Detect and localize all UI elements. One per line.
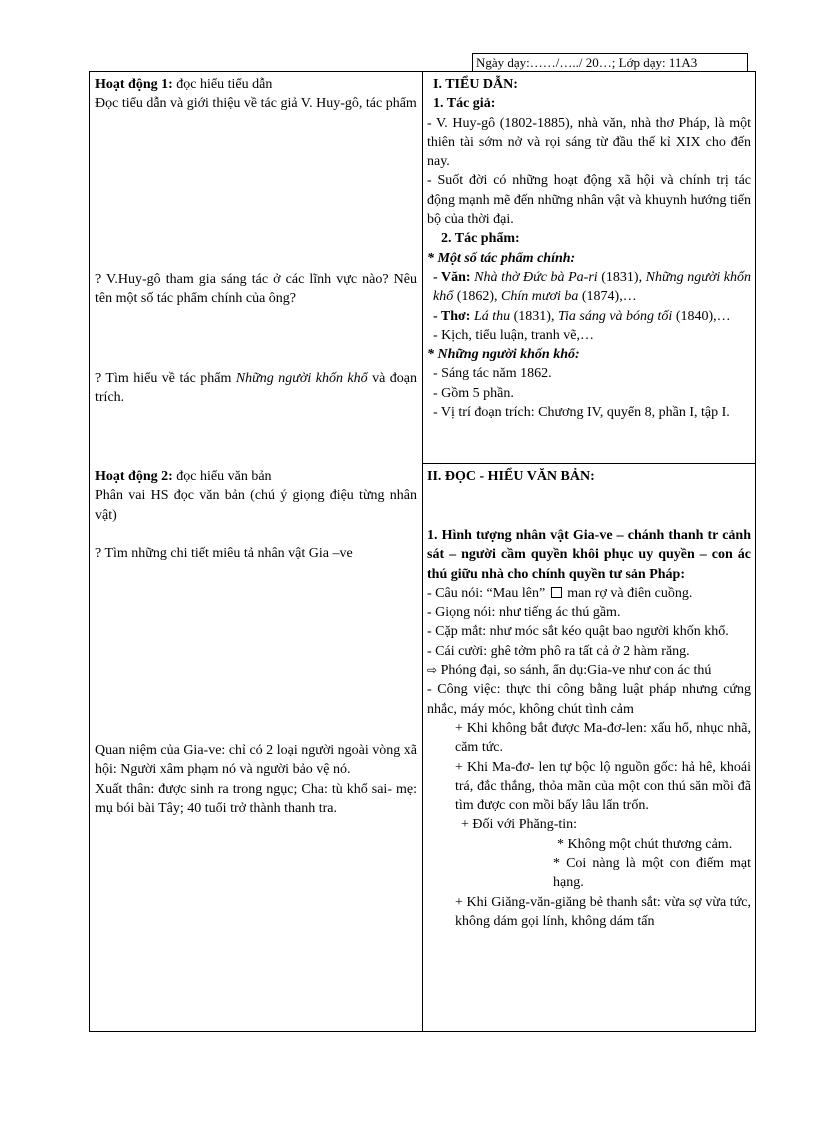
lesson-plan-table — [89, 71, 756, 1032]
works-heading: 2. Tác phẩm: — [441, 231, 520, 247]
activity-1-task: Đọc tiểu dẫn và giới thiệu về tác giả V. Huy-gô, tác phẩm — [95, 96, 417, 112]
section-2-heading: II. ĐỌC - HIỂU VĂN BẢN: — [427, 469, 595, 484]
activity-2-block — [95, 467, 417, 525]
teacher-activity-column — [90, 72, 423, 1031]
poetry-works: - Thơ: Lá thu (1831), Tia sáng và bóng tối (1840),… — [433, 308, 731, 324]
content-column — [423, 72, 755, 1031]
detail-madeleine-2: + Khi Ma-đơ- len tự bộc lộ nguồn gốc: hả hê, khoái trá, đắc thắng, thỏa mãn của một con thú săn mồi đã tìm được con mồi bấy lâu lẩn trốn. — [455, 759, 751, 814]
javert-view-note: Quan niệm của Gia-ve: chỉ có 2 loại người ngoài vòng xã hội: Người xâm phạm nó và người bảo vệ nó. — [95, 743, 417, 778]
section-reading — [427, 467, 751, 486]
row-divider — [423, 463, 755, 464]
square-bullet-icon — [551, 587, 562, 598]
les-miserables-year: - Sáng tác năm 1862. — [433, 366, 552, 382]
detail-conclusion: ⇨ Phóng đại, so sánh, ẩn dụ:Gia-ve như con ác thú — [427, 663, 712, 679]
major-works-heading: * Một số tác phẩm chính: — [427, 250, 576, 266]
javert-analysis — [427, 526, 751, 931]
prose-works: - Văn: Nhà thờ Đức bà Pa-ri (1831), Những người khốn khổ (1862), Chín mươi ba (1874),… — [433, 269, 752, 305]
detail-madeleine-1: + Khi không bắt được Ma-đơ-len: xấu hổ, nhục nhã, căm tức. — [455, 720, 751, 756]
activity-1-heading: Hoạt động 1: đọc hiểu tiểu dẫn — [95, 77, 273, 92]
activity-2-title: Hoạt động 2: — [95, 469, 173, 484]
author-para-2: - Suốt đời có những hoạt động xã hội và chính trị tác động mạnh mẽ đến những nhân vật và khuynh hướng tiến bộ của thời đại. — [427, 173, 751, 228]
detail-fantine: + Đối với Phăng-tin: — [461, 817, 578, 833]
teaching-date-line: Ngày dạy:……/…../ 20…; Lớp dạy: 11A3 — [472, 53, 748, 71]
javert-notes — [95, 741, 417, 818]
excerpt-position: - Vị trí đoạn trích: Chương IV, quyển 8, phần I, tập I. — [433, 405, 730, 421]
other-works: - Kịch, tiểu luận, tranh vẽ,… — [433, 327, 594, 343]
les-miserables-parts: - Gồm 5 phần. — [433, 385, 514, 401]
detail-valjean: + Khi Giăng-văn-giăng bẻ thanh sắt: vừa sợ vừa tức, không dám gọi lính, không dám tấn — [455, 894, 751, 929]
detail-eyes: - Cặp mắt: như móc sắt kéo quật bao người khốn khổ. — [427, 624, 729, 640]
work-title: Những người khốn khổ — [235, 371, 368, 386]
les-miserables-heading: * Những người khốn khổ: — [427, 347, 580, 363]
right-arrow-icon: ⇨ — [427, 663, 438, 678]
detail-work: - Công việc: thực thi công bằng luật pháp nhưng cứng nhắc, máy móc, không chút tình cảm — [427, 682, 751, 717]
activity-2-heading: Hoạt động 2: đọc hiểu văn bản — [95, 469, 272, 484]
activity-2-task: Phân vai HS đọc văn bản (chú ý giọng điệu từng nhân vật) — [95, 488, 417, 523]
section-1-heading: I. TIỂU DẪN: — [433, 77, 518, 92]
javert-origin-note: Xuất thân: được sinh ra trong ngục; Cha: tù khổ sai- mẹ: mụ bói bài Tây; 40 tuổi trở thành thanh tra. — [95, 781, 417, 816]
question-2: ? Tìm hiểu về tác phẩm Những người khốn khổ và đoạn trích. — [95, 371, 417, 406]
detail-speech: - Câu nói: “Mau lên” man rợ và điên cuồng. — [427, 585, 693, 601]
activity-1-block — [95, 75, 417, 114]
author-heading: 1. Tác giả: — [433, 96, 496, 112]
detail-voice: - Giọng nói: như tiếng ác thú gầm. — [427, 605, 621, 621]
activity-1-title: Hoạt động 1: — [95, 77, 173, 92]
section-introduction — [427, 75, 751, 422]
detail-fantine-1: * Không một chút thương cảm. — [557, 836, 733, 852]
detail-laugh: - Cái cười: ghê tởm phô ra tất cả ở 2 hàm răng. — [427, 643, 690, 659]
javert-heading: 1. Hình tượng nhân vật Gia-ve – chánh thanh tr cảnh sát – người cầm quyền khôi phục uy quyền – con ác thú giữu nhà cho chính quyền tư sản Pháp: — [427, 528, 751, 582]
question-1: ? V.Huy-gô tham gia sáng tác ở các lĩnh vực nào? Nêu tên một số tác phẩm chính của ông? — [95, 272, 417, 307]
question-3: ? Tìm những chi tiết miêu tả nhân vật Gia –ve — [95, 546, 353, 561]
author-para-1: - V. Huy-gô (1802-1885), nhà văn, nhà thơ Pháp, là một thiên tài sớm nở và rọi sáng từ đầu thế kỉ XIX cho đến nay. — [427, 115, 751, 170]
detail-fantine-2: * Coi nàng là một con điếm mạt hạng. — [553, 856, 751, 891]
